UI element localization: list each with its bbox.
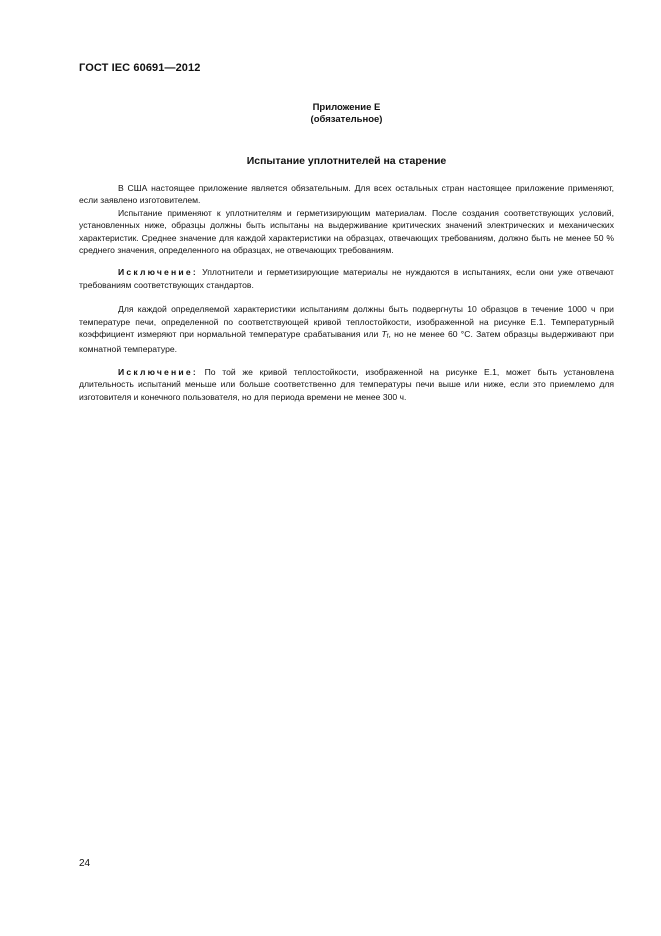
- paragraph-test-procedure: [79, 303, 614, 356]
- exception-text: По той же кривой теплостойкости, изображенной на рисунке Е.1, может быть установлена длительность испытаний меньше или больше соответственно для температуры печи выше или ниже, если это приемлемо для изготовителя и конечного пользователя, но для периода времени не менее 300 ч.: [79, 366, 614, 402]
- annex-status: (обязательное): [310, 114, 383, 125]
- temperature-symbol: T: [381, 329, 387, 340]
- annex-heading: [79, 102, 614, 126]
- exception-label: Исключение:: [118, 267, 198, 278]
- annex-title: Приложение Е: [312, 102, 381, 113]
- body-text: [79, 182, 614, 403]
- section-title: Испытание уплотнителей на старение: [246, 155, 447, 167]
- temperature-subscript: f: [386, 334, 389, 341]
- exception-text: Уплотнители и герметизирующие материалы не нуждаются в испытаниях, если они уже отвечают требованиям соответствующих стандартов.: [79, 267, 614, 290]
- standard-header: ГОСТ IEC 60691—2012: [79, 62, 201, 74]
- paragraph-test-scope: Испытание применяют к уплотнителям и герметизирующим материалам. После создания соответствующих условий, установленных ниже, образцы должны быть испытаны на выдерживание критических значений электрических и механических характеристик. Среднее значение для каждой характеристики на образцах, отвечающих требованиям, должно быть не менее 50 % среднего значения, определенного на образцах, не отвечающих требованиям.: [79, 207, 614, 256]
- exception-paragraph-1: [79, 266, 614, 291]
- procedure-text-1: Для каждой определяемой характеристики испытаниям должны быть подвергнуты 10 образцов в течение 1000 ч при температуре печи, определенной по соответствующей кривой теплостойкости, изображенной на рисунке Е.1. Температурный коэффициент измеряют при нормальной температуре срабатывания или: [79, 304, 614, 340]
- exception-paragraph-2: [79, 366, 614, 403]
- paragraph-usa: В США настоящее приложение является обязательным. Для всех остальных стран настоящее приложение применяют, если заявлено изготовителем.: [79, 183, 614, 206]
- page-number: 24: [79, 858, 91, 869]
- exception-label: Исключение:: [118, 366, 198, 377]
- procedure-text-2: , но не менее 60 °С. Затем образцы выдерживают при комнатной температуре.: [79, 329, 614, 355]
